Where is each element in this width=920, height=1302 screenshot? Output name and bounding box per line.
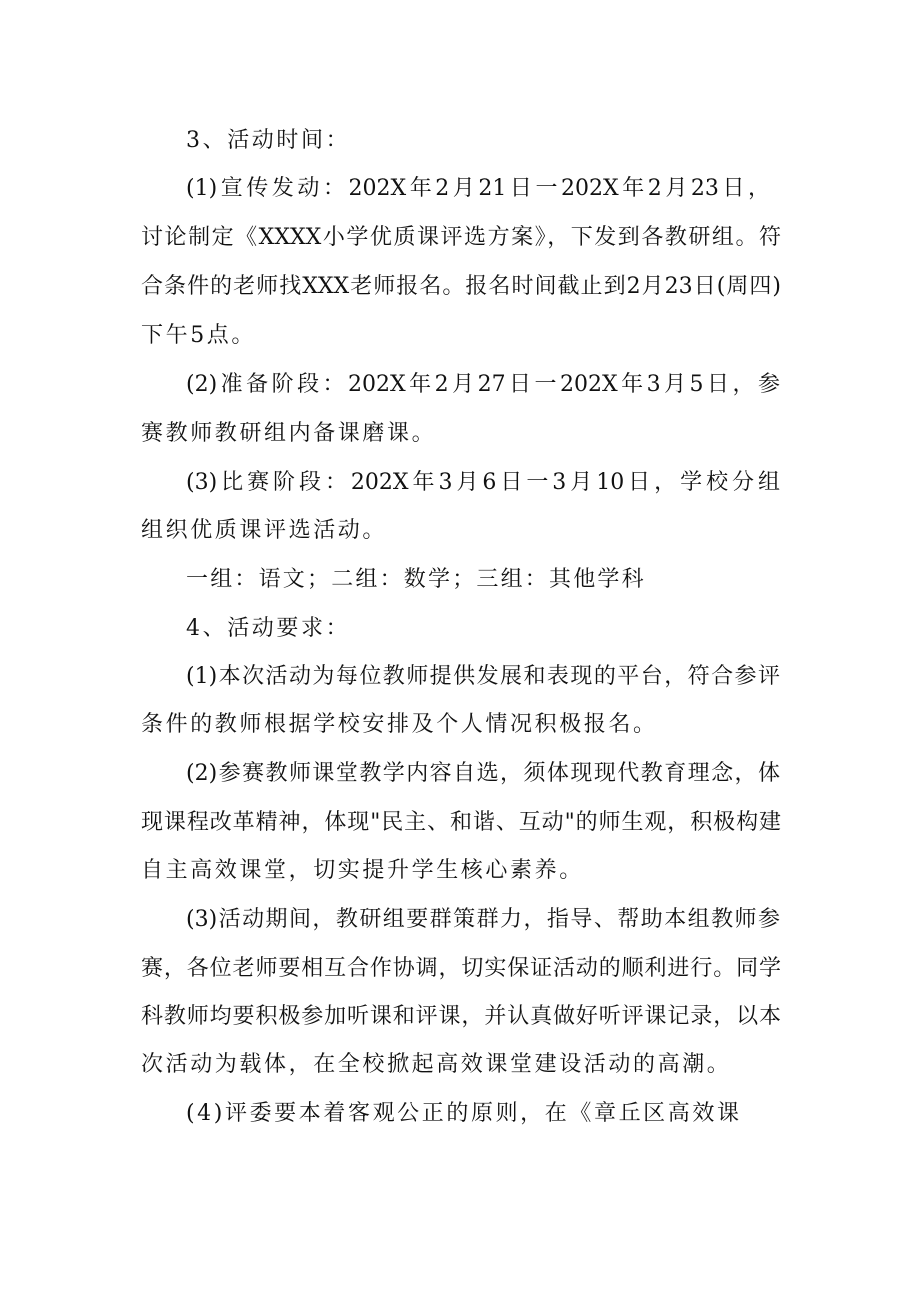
paragraph-line: (4)评委要本着客观公正的原则，在《章丘区高效课: [186, 1101, 742, 1126]
paragraph-line: 赛，各位老师要相互合作协调，切实保证活动的顺利进行。同学: [141, 956, 781, 981]
paragraph-line: (2)参赛教师课堂教学内容自选，须体现现代教育理念，体: [186, 761, 780, 786]
paragraph-line: 组织优质课评选活动。: [141, 518, 388, 543]
paragraph-line: 条件的教师根据学校安排及个人情况积极报名。: [141, 712, 658, 737]
paragraph-line: (2)准备阶段：202X年2月27日一202X年3月5日，参: [186, 372, 780, 397]
section-heading-activity-time: 3、活动时间：: [186, 128, 351, 153]
paragraph-line: 次活动为载体，在全校掀起高效课堂建设活动的高潮。: [141, 1052, 732, 1077]
paragraph-line: 一组：语文；二组：数学；三组：其他学科: [186, 567, 646, 592]
paragraph-line: 合条件的老师找XXX老师报名。报名时间截止到2月23日(周四): [141, 274, 781, 299]
paragraph-line: 赛教师教研组内备课磨课。: [141, 421, 437, 446]
paragraph-line: 下午5点。: [141, 323, 256, 348]
section-heading-activity-requirements: 4、活动要求：: [186, 616, 351, 641]
paragraph-line: (1)宣传发动：202X年2月21日一202X年2月23日，: [186, 176, 770, 201]
paragraph-line: 讨论制定《XXXX小学优质课评选方案》，下发到各教研组。符: [141, 225, 781, 250]
paragraph-line: 科教师均要积极参加听课和评课，并认真做好听评课记录，以本: [141, 1004, 781, 1029]
paragraph-line: 自主高效课堂，切实提升学生核心素养。: [141, 858, 584, 883]
paragraph-line: 现课程改革精神，体现"民主、和谐、互动"的师生观，积极构建: [141, 810, 781, 835]
paragraph-line: (3)活动期间，教研组要群策群力，指导、帮助本组教师参: [186, 907, 780, 932]
paragraph-line: (1)本次活动为每位教师提供发展和表现的平台，符合参评: [186, 664, 780, 689]
paragraph-line: (3)比赛阶段：202X年3月6日一3月10日，学校分组: [186, 470, 780, 495]
